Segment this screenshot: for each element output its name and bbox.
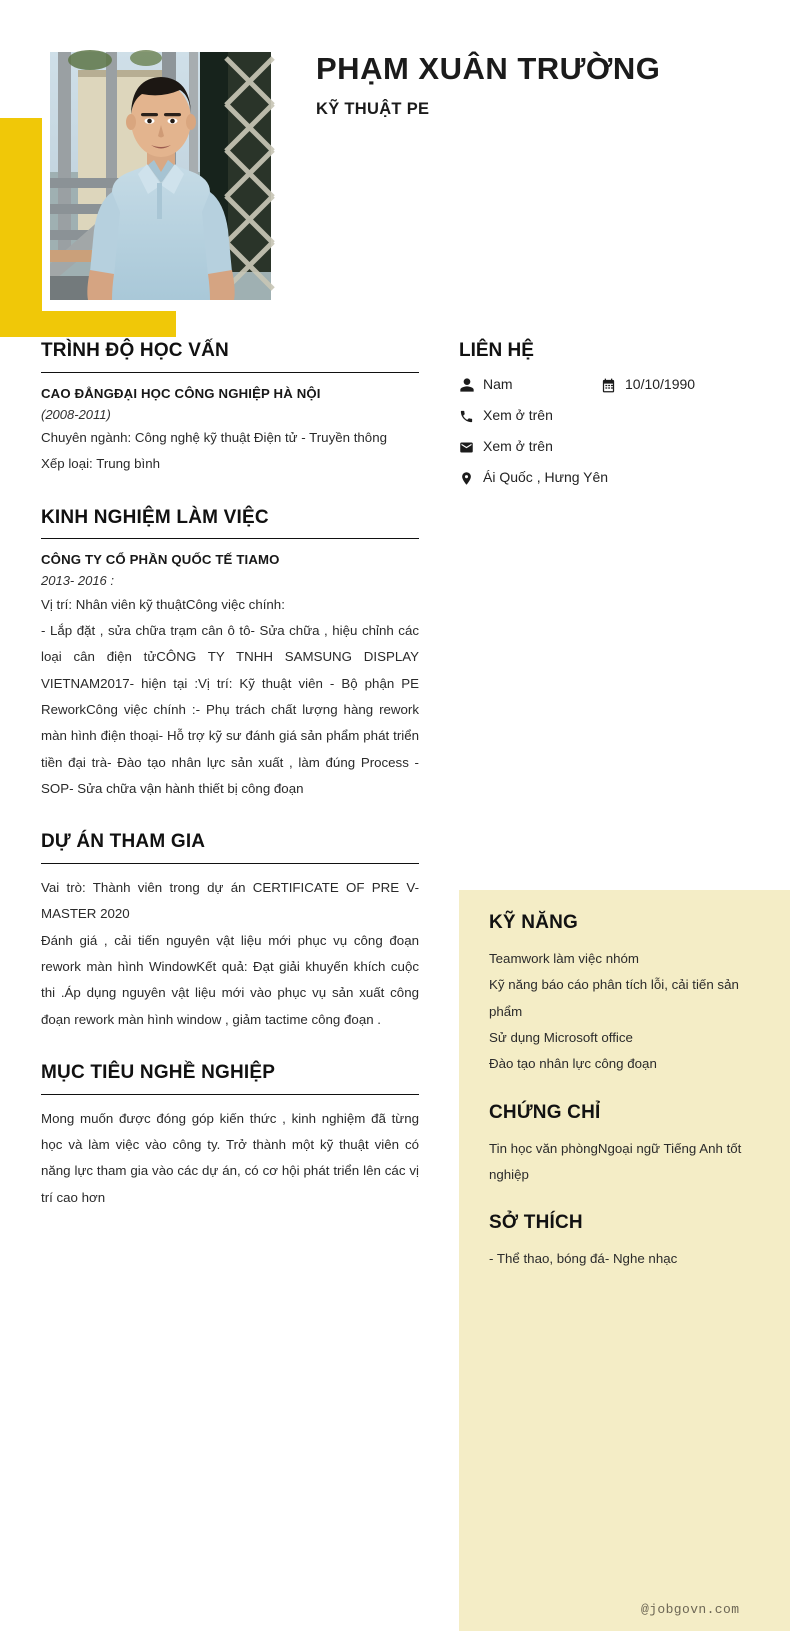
phone-icon [459, 409, 483, 424]
certificate-item: Tin học văn phòngNgoại ngữ Tiếng Anh tốt nghiệp [489, 1140, 742, 1182]
accent-bar-left [0, 118, 42, 337]
section-title-education: TRÌNH ĐỘ HỌC VẤN [41, 340, 229, 361]
section-title-projects: DỰ ÁN THAM GIA [41, 831, 206, 853]
location-pin-icon [459, 471, 483, 486]
portrait-photo-illustration [50, 52, 271, 300]
divider [41, 538, 419, 539]
section-contact [459, 340, 790, 489]
person-icon [459, 377, 483, 393]
profile-photo [50, 52, 271, 300]
section-title-experience: KINH NGHIỆM LÀM VIỆC [41, 506, 269, 528]
envelope-icon [459, 440, 483, 455]
section-projects [41, 831, 419, 1033]
section-education [41, 340, 419, 478]
calendar-icon [601, 378, 625, 393]
section-objective [41, 1062, 419, 1211]
resume-header [0, 0, 790, 340]
contact-row-phone [459, 405, 790, 427]
divider [41, 863, 419, 864]
education-years: (2008-2011) [41, 406, 111, 422]
name-block [316, 50, 756, 119]
section-hobbies [489, 1212, 760, 1272]
hobby-item: - Thể thao, bóng đá- Nghe nhạc [489, 1251, 678, 1267]
right-column [459, 340, 790, 498]
accent-bar-bottom [0, 311, 176, 337]
section-title-certificates: CHỨNG CHỈ [489, 1101, 601, 1123]
project-description: Đánh giá , cải tiến nguyên vật liệu mới phục vụ công đoạn rework màn hình WindowKết quả: Đạt giải khuyến khích cuộc thi .Áp dụng nguyên vật liệu mới vào phục vụ sản xuất công đoạn rework màn hình window , giảm tactime công đoạn . [41, 932, 419, 1027]
section-experience [41, 507, 419, 803]
contact-birthday: 10/10/1990 [625, 376, 696, 393]
page-title: PHẠM XUÂN TRƯỜNG [316, 51, 661, 86]
experience-period: 2013- 2016 : [41, 573, 115, 589]
education-major: Chuyên ngành: Công nghệ kỹ thuật Điện tử - Truyền thông [41, 430, 387, 446]
skill-item: Đào tạo nhân lực công đoạn [489, 1056, 657, 1072]
contact-address: Ái Quốc , Hưng Yên [483, 469, 609, 486]
section-certificates [489, 1102, 760, 1189]
contact-phone: Xem ở trên [483, 407, 553, 424]
contact-row-email [459, 436, 790, 458]
experience-details: - Lắp đặt , sửa chữa trạm cân ô tô- Sửa chữa , hiệu chỉnh các loại cân điện tửCÔNG TY TNHH SAMSUNG DISPLAY VIETNAM2017- hiện tại :Vị trí: Kỹ thuật viên - Bộ phận PE ReworkCông việc chính :- Phụ trách chất lượng hàng rework màn hình điện thoại- Hỗ trợ kỹ sư đánh giá sản phẩm phát triển tiền đại trà- Đào tạo nhân lực sản xuất , làm đúng Process - SOP- Sửa chữa vận hành thiết bị công đoạn [41, 623, 419, 796]
section-title-contact: LIÊN HỆ [459, 340, 534, 361]
skill-item: Kỹ năng báo cáo phân tích lỗi, cải tiến sản phẩm [489, 977, 739, 1019]
contact-email: Xem ở trên [483, 438, 553, 455]
left-column [41, 340, 419, 1211]
section-title-objective: MỤC TIÊU NGHỀ NGHIỆP [41, 1061, 276, 1083]
experience-company: CÔNG TY CỔ PHẦN QUỐC TẾ TIAMO [41, 552, 280, 568]
job-role: KỸ THUẬT PE [316, 99, 430, 118]
contact-row-address [459, 467, 790, 489]
project-role: Vai trò: Thành viên trong dự án CERTIFICATE OF PRE V-MASTER 2020 [41, 879, 419, 922]
education-school: CAO ĐẲNGĐẠI HỌC CÔNG NGHIỆP HÀ NỘI [41, 385, 321, 401]
section-skills [489, 912, 760, 1078]
skill-item: Teamwork làm việc nhóm [489, 951, 640, 966]
watermark: @jobgovn.com [641, 1602, 740, 1617]
objective-text: Mong muốn được đóng góp kiến thức , kinh nghiệm đã từng học và làm việc vào công ty. Trở thành một kỹ thuật viên có năng lực tham gia vào các dự án, có cơ hội phát triển lên các vị trí cao hơn [41, 1110, 419, 1205]
sidebar-panel [459, 890, 790, 1273]
section-title-skills: KỸ NĂNG [489, 912, 579, 933]
divider [41, 372, 419, 373]
skill-item: Sử dụng Microsoft office [489, 1029, 633, 1045]
experience-position: Vị trí: Nhân viên kỹ thuậtCông việc chính: [41, 596, 285, 612]
divider [41, 1094, 419, 1095]
section-title-hobbies: SỞ THÍCH [489, 1212, 583, 1234]
contact-gender: Nam [483, 376, 513, 393]
education-grade: Xếp loại: Trung bình [41, 456, 161, 472]
contact-row-gender-birthday [459, 374, 790, 396]
